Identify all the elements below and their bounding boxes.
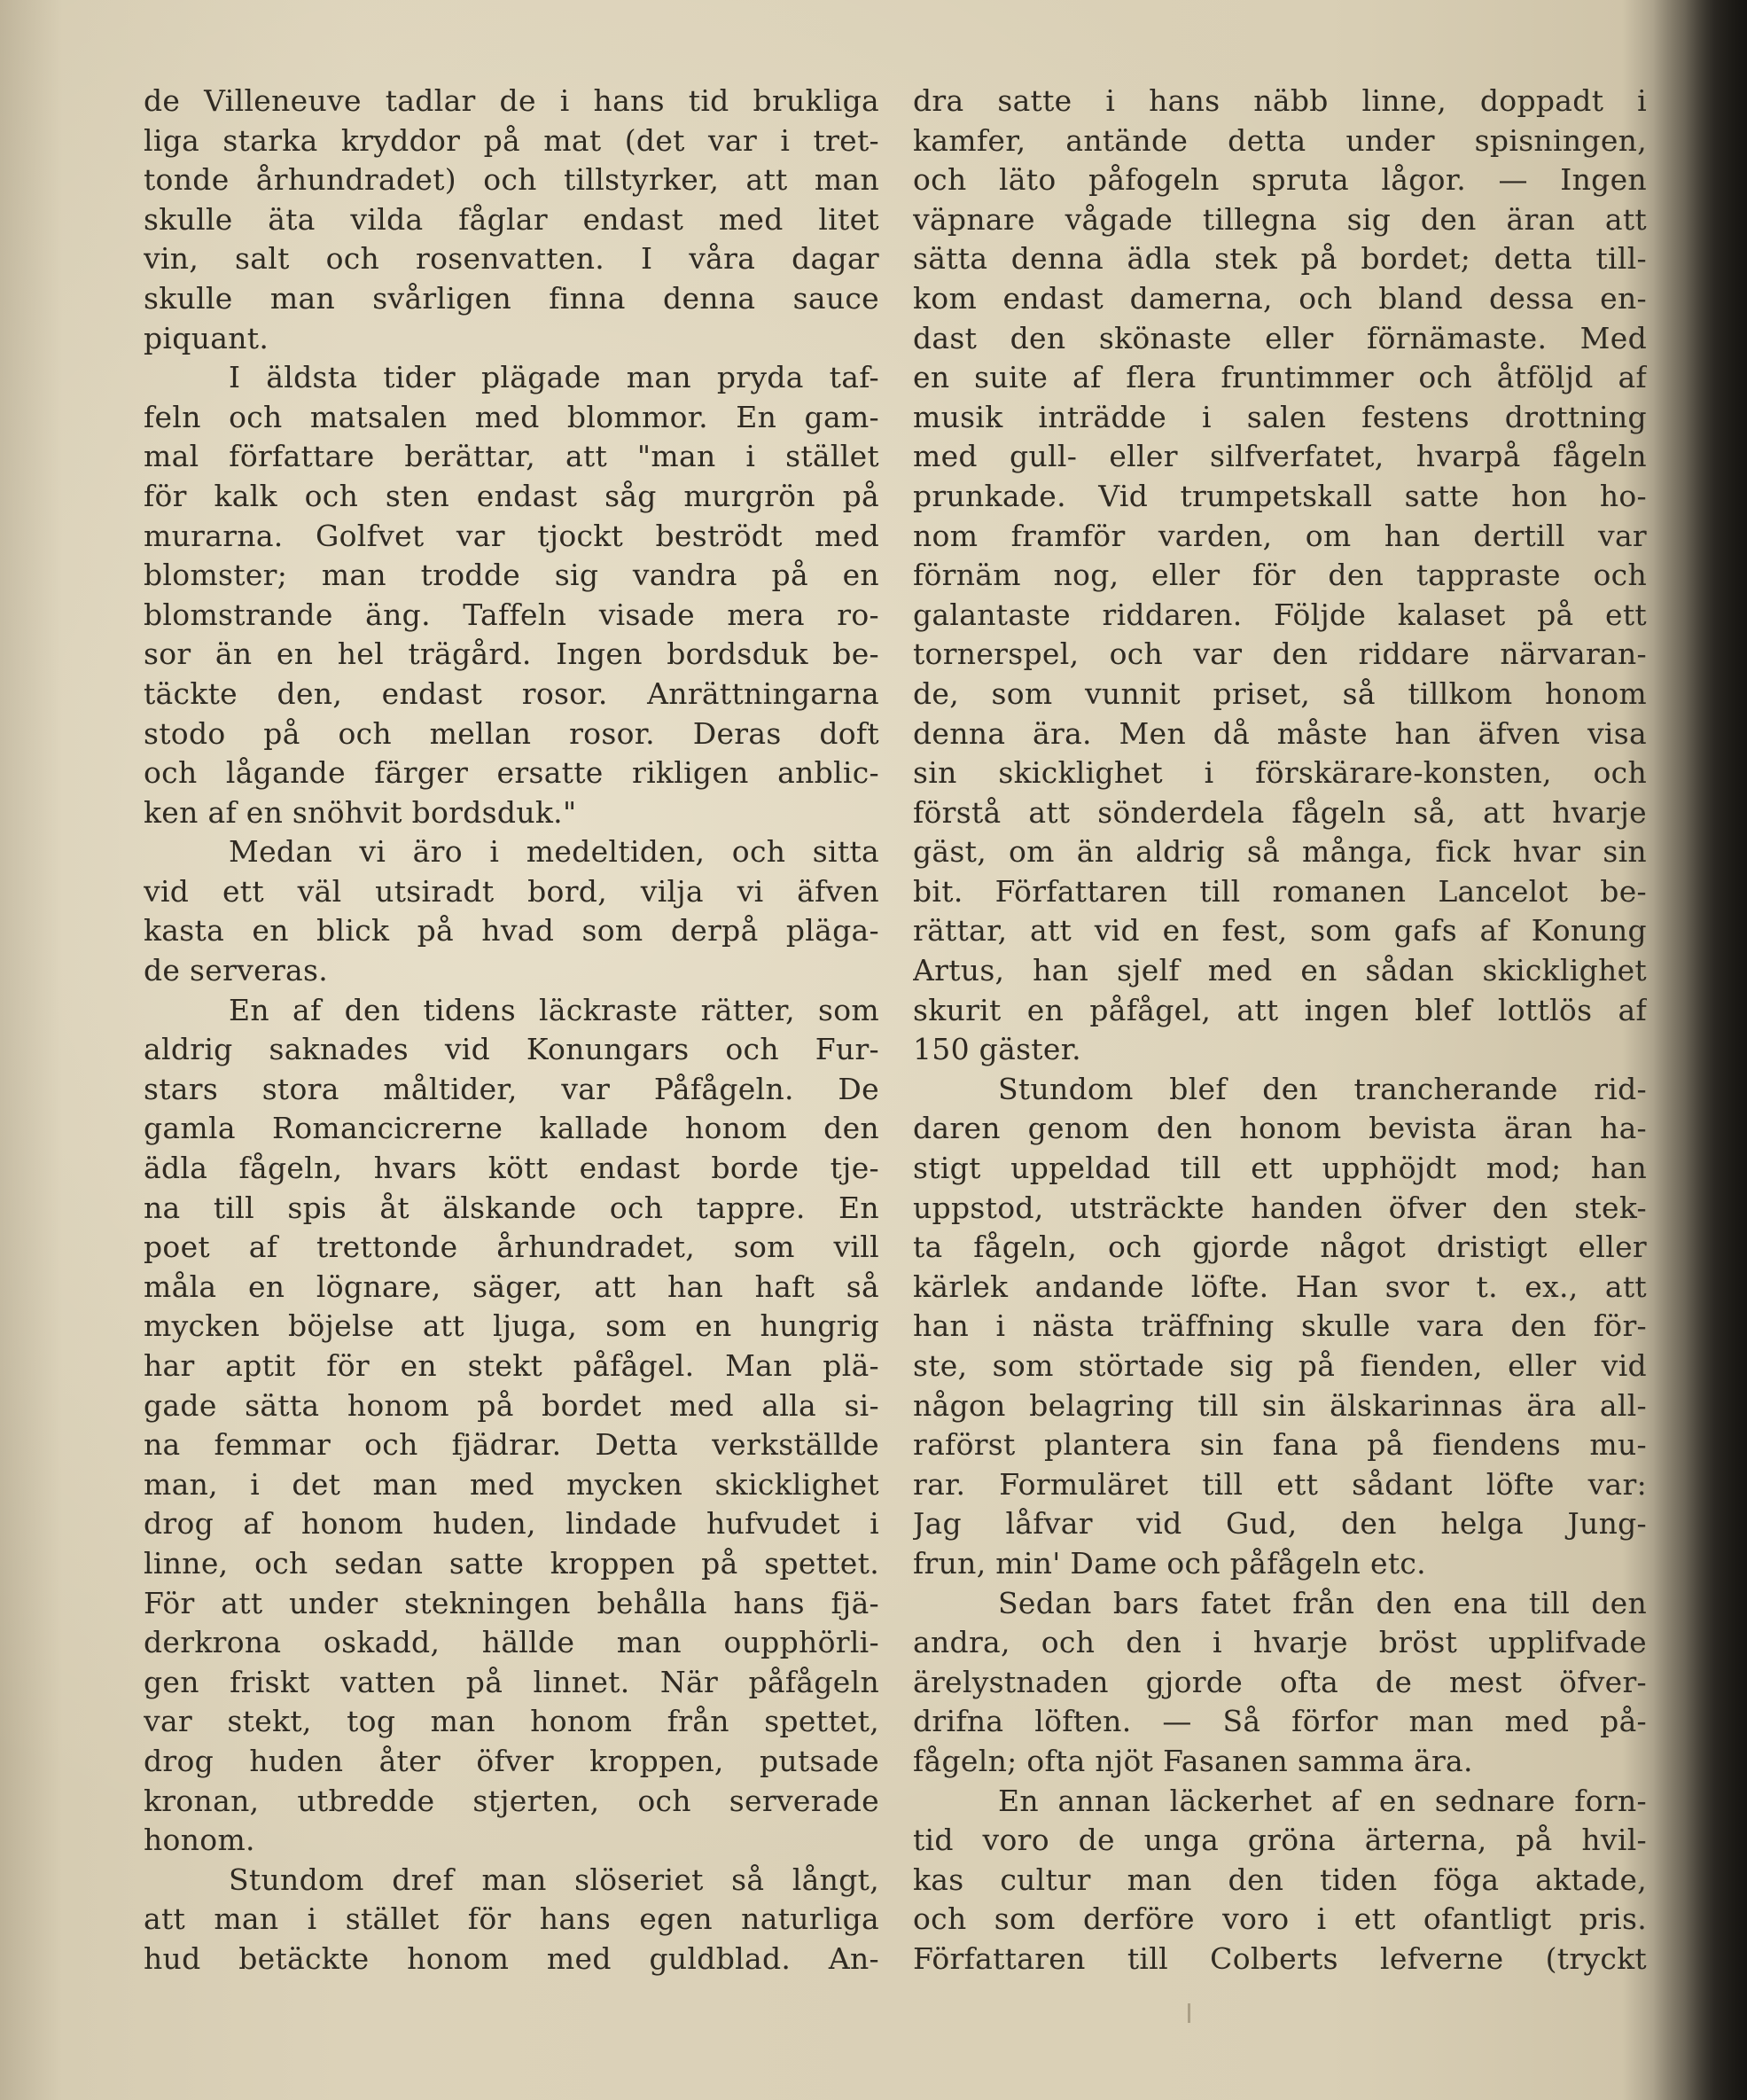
text-line: gade sätta honom på bordet med alla si- bbox=[144, 1387, 879, 1423]
text-line: drifna löften. — Så förfor man med på- bbox=[913, 1704, 1647, 1739]
text-line: de, som vunnit priset, så tillkom honom bbox=[913, 675, 1647, 711]
text-line: kom endast damerna, och bland dessa en- bbox=[913, 280, 1647, 316]
text-line: sätta denna ädla stek på bordet; detta till- bbox=[913, 241, 1647, 277]
text-line: och läto påfogeln spruta lågor. — Ingen bbox=[913, 162, 1647, 198]
text-line: galantaste riddaren. Följde kalaset på ett bbox=[913, 597, 1647, 632]
text-line: förstå att sönderdela fågeln så, att hvarje bbox=[913, 794, 1647, 830]
text-line: med gull- eller silfverfatet, hvarpå fågeln bbox=[913, 439, 1647, 474]
text-line: musik inträdde i salen festens drottning bbox=[913, 399, 1647, 434]
text-line: för kalk och sten endast såg murgrön på bbox=[144, 478, 879, 513]
text-line: derkrona oskadd, hällde man oupphörli- bbox=[144, 1625, 879, 1660]
page-blemish bbox=[1188, 2003, 1190, 2023]
text-line: vin, salt och rosenvatten. I våra dagar bbox=[144, 241, 879, 277]
text-line: Stundom dref man slöseriet så långt, bbox=[229, 1862, 879, 1897]
text-line: en suite af flera fruntimmer och åtföljd af bbox=[913, 360, 1647, 395]
text-line: na femmar och fjädrar. Detta verkställde bbox=[144, 1427, 879, 1463]
text-line: kronan, utbredde stjerten, och serverade bbox=[144, 1783, 879, 1818]
text-line: blomstrande äng. Taffeln visade mera ro- bbox=[144, 597, 879, 632]
text-line: täckte den, endast rosor. Anrättningarna bbox=[144, 675, 879, 711]
text-line: Författaren till Colberts lefverne (tryckt bbox=[913, 1940, 1647, 1976]
text-line: skulle man svårligen finna denna sauce bbox=[144, 280, 879, 316]
text-line: har aptit för en stekt påfågel. Man plä- bbox=[144, 1348, 879, 1383]
text-line: tonde århundradet) och tillstyrker, att man bbox=[144, 162, 879, 198]
text-line: de serveras. bbox=[144, 953, 329, 988]
text-line: En af den tidens läckraste rätter, som bbox=[229, 992, 879, 1027]
text-line: Medan vi äro i medeltiden, och sitta bbox=[229, 834, 879, 870]
text-line: Sedan bars fatet från den ena till den bbox=[998, 1585, 1647, 1620]
text-line: raförst plantera sin fana på fiendens mu- bbox=[913, 1427, 1647, 1463]
text-line: uppstod, utsträckte handen öfver den stek- bbox=[913, 1190, 1647, 1225]
text-line: väpnare vågade tillegna sig den äran att bbox=[913, 201, 1647, 237]
text-line: måla en lögnare, säger, att han haft så bbox=[144, 1269, 879, 1304]
text-line: mycken böjelse att ljuga, som en hungrig bbox=[144, 1308, 879, 1344]
text-line: stodo på och mellan rosor. Deras doft bbox=[144, 715, 879, 751]
text-line: feln och matsalen med blommor. En gam- bbox=[144, 399, 879, 434]
text-line: gamla Romancicrerne kallade honom den bbox=[144, 1111, 879, 1146]
text-line: drog huden åter öfver kroppen, putsade bbox=[144, 1743, 879, 1778]
text-line: tornerspel, och var den riddare närvaran- bbox=[913, 636, 1647, 672]
text-line: förnäm nog, eller för den tappraste och bbox=[913, 558, 1647, 593]
text-line: tid voro de unga gröna ärterna, på hvil- bbox=[913, 1823, 1647, 1858]
text-line: na till spis åt älskande och tappre. En bbox=[144, 1190, 879, 1225]
text-line: ta fågeln, och gjorde något dristigt eller bbox=[913, 1230, 1647, 1265]
text-line: Jag låfvar vid Gud, den helga Jung- bbox=[913, 1506, 1647, 1542]
left-text-column bbox=[144, 82, 879, 1979]
text-line: hud betäckte honom med guldblad. An- bbox=[144, 1940, 879, 1976]
text-line: bit. Författaren till romanen Lancelot be- bbox=[913, 873, 1647, 909]
text-line: stars stora måltider, var Påfågeln. De bbox=[144, 1071, 879, 1106]
text-line: kamfer, antände detta under spisningen, bbox=[913, 122, 1647, 158]
text-line: murarna. Golfvet var tjockt beströdt med bbox=[144, 518, 879, 553]
text-line: aldrig saknades vid Konungars och Fur- bbox=[144, 1032, 879, 1067]
text-line: andra, och den i hvarje bröst upplifvade bbox=[913, 1625, 1647, 1660]
text-line: han i nästa träffning skulle vara den för- bbox=[913, 1308, 1647, 1344]
text-line: och som derföre voro i ett ofantligt pris. bbox=[913, 1901, 1647, 1937]
text-line: honom. bbox=[144, 1823, 255, 1858]
text-line: kasta en blick på hvad som derpå pläga- bbox=[144, 913, 879, 949]
text-line: liga starka kryddor på mat (det var i tret- bbox=[144, 122, 879, 158]
text-line: denna ära. Men då måste han äfven visa bbox=[913, 715, 1647, 751]
text-line: kas cultur man den tiden föga aktade, bbox=[913, 1862, 1647, 1897]
text-line: stigt uppeldad till ett upphöjdt mod; han bbox=[913, 1151, 1647, 1186]
text-line: och lågande färger ersatte rikligen anblic- bbox=[144, 755, 879, 791]
text-line: sor än en hel trägård. Ingen bordsduk be- bbox=[144, 636, 879, 672]
text-line: daren genom den honom bevista äran ha- bbox=[913, 1111, 1647, 1146]
text-line: En annan läckerhet af en sednare forn- bbox=[998, 1783, 1647, 1818]
text-line: Stundom blef den trancherande rid- bbox=[998, 1071, 1647, 1106]
text-line: dra satte i hans näbb linne, doppadt i bbox=[913, 83, 1647, 118]
text-line: mal författare berättar, att "man i stället bbox=[144, 439, 879, 474]
text-line: blomster; man trodde sig vandra på en bbox=[144, 558, 879, 593]
text-line: man, i det man med mycken skicklighet bbox=[144, 1466, 879, 1502]
text-line: nom framför varden, om han dertill var bbox=[913, 518, 1647, 553]
text-line: linne, och sedan satte kroppen på spettet. bbox=[144, 1545, 879, 1581]
text-line: prunkade. Vid trumpetskall satte hon ho- bbox=[913, 478, 1647, 513]
book-gutter-shadow bbox=[1653, 0, 1747, 2100]
text-line: 150 gäster. bbox=[913, 1032, 1081, 1067]
text-line: vid ett väl utsiradt bord, vilja vi äfven bbox=[144, 873, 879, 909]
text-line: piquant. bbox=[144, 320, 269, 355]
text-line: gäst, om än aldrig så många, fick hvar sin bbox=[913, 834, 1647, 870]
text-line: ste, som störtade sig på fienden, eller vid bbox=[913, 1348, 1647, 1383]
text-line: poet af trettonde århundradet, som vill bbox=[144, 1230, 879, 1265]
text-line: rättar, att vid en fest, som gafs af Konung bbox=[913, 913, 1647, 949]
text-line: någon belagring till sin älskarinnas ära all- bbox=[913, 1387, 1647, 1423]
text-line: ken af en snöhvit bordsduk." bbox=[144, 794, 577, 830]
text-line: ädla fågeln, hvars kött endast borde tje- bbox=[144, 1151, 879, 1186]
text-line: Artus, han sjelf med en sådan skicklighet bbox=[913, 953, 1647, 988]
text-line: I äldsta tider plägade man pryda taf- bbox=[229, 360, 879, 395]
text-line: För att under stekningen behålla hans fjä- bbox=[144, 1585, 879, 1620]
text-line: de Villeneuve tadlar de i hans tid brukliga bbox=[144, 83, 879, 118]
text-line: fågeln; ofta njöt Fasanen samma ära. bbox=[913, 1743, 1473, 1778]
text-line: sin skicklighet i förskärare-konsten, och bbox=[913, 755, 1647, 791]
text-line: skurit en påfågel, att ingen blef lottlös af bbox=[913, 992, 1647, 1027]
text-line: gen friskt vatten på linnet. När påfågeln bbox=[144, 1664, 879, 1699]
text-line: var stekt, tog man honom från spettet, bbox=[144, 1704, 879, 1739]
text-line: drog af honom huden, lindade hufvudet i bbox=[144, 1506, 879, 1542]
text-line: dast den skönaste eller förnämaste. Med bbox=[913, 320, 1647, 355]
text-line: skulle äta vilda fåglar endast med litet bbox=[144, 201, 879, 237]
text-line: rar. Formuläret till ett sådant löfte var: bbox=[913, 1466, 1647, 1502]
right-text-column bbox=[913, 82, 1647, 1979]
text-line: frun, min' Dame och påfågeln etc. bbox=[913, 1545, 1426, 1581]
text-line: kärlek andande löfte. Han svor t. ex., att bbox=[913, 1269, 1647, 1304]
text-line: ärelystnaden gjorde ofta de mest öfver- bbox=[913, 1664, 1647, 1699]
text-line: att man i stället för hans egen naturliga bbox=[144, 1901, 879, 1937]
